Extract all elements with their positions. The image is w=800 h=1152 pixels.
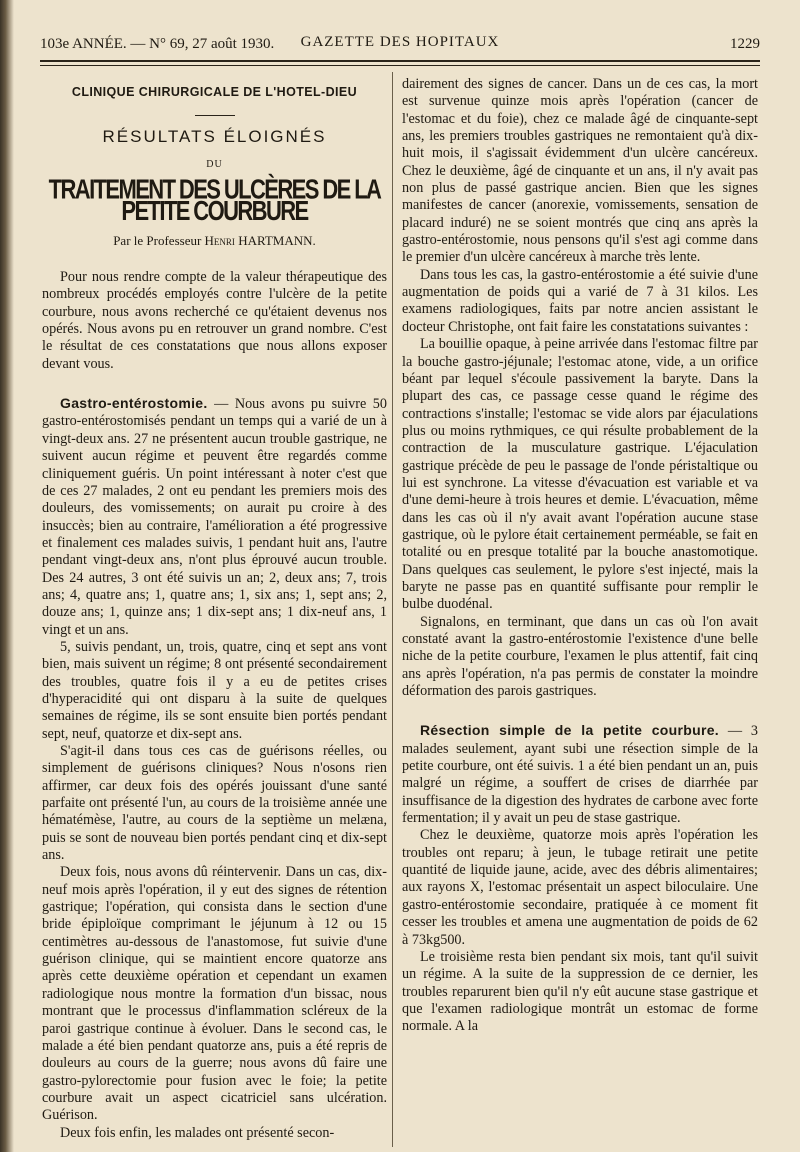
paragraph: La bouillie opaque, à peine arrivée dans l'estomac filtre par la bouche gastro-jéjunale; l'estomac atone, vide, a un orifice béant par lequel s'écoule passivement la baryte. Dans la plupart des cas, ce passage cesse quand le régime des contractions s'installe; l'estomac se vide alors par éjaculations plus ou moins rythmiques, ce qui résulte probablement de la contraction de la musculature gastrique. L'éjaculation gastrique précède de peu le passage de l'onde péristaltique ou lui est synchrone. La vitesse d'évacuation est variable et va d'une demi-heure à trois heures et demie. L'évacuation, même dans les cas où il n'y avait avant l'opération aucune stase gastrique, où le pylore était certainement perméable, se fait en totalité ou en presque totalité par la bouche anastomotique. Dans quelques cas seulement, le pylore s'est injecté, mais la baryte ne passe pas en quantité suffisante pour remplir le bulbe duodénal.	[402, 336, 758, 613]
paragraph: Deux fois enfin, les malades ont présenté secon-	[60, 1124, 335, 1141]
paragraph: Chez le deuxième, quatorze mois après l'opération les troubles ont reparu; à jeun, le tubage retirait une petite quantité de liquide jaune, acide, avec des débris alimentaires; aux rayons X, l'estomac présentait un aspect biloculaire. Une gastro-entérostomie secondaire, pratiquée à ce moment fit cesser les troubles et amena une augmentation de poids de 62 à 73kg500.	[402, 827, 758, 948]
section-heading-resection: Résection simple de la petite courbure.	[420, 722, 719, 739]
paragraph-resection	[402, 722, 758, 827]
issue-info: 103e ANNÉE. — N° 69, 27 août 1930.	[40, 36, 275, 52]
paragraph: S'agit-il dans tous ces cas de guérisons réelles, ou simplement de guérisons cliniques? Nous n'osons rien affirmer, car deux fois des opérés jouissant d'une santé parfaite ont présenté l'un, au cours de la troisième année une hématémèse, l'autre, au cours de la septième un melæna, puis se sont de nouveau bien portés pendant cinq et dix-sept ans.	[42, 743, 387, 864]
article-title-line2: TRAITEMENT DES ULCÈRES DE LA PETITE COURBURE	[48, 173, 381, 227]
right-column	[402, 76, 758, 1036]
paragraph: dairement des signes de cancer. Dans un de ces cas, la mort est survenue quinze mois après l'opération (cancer de l'estomac et du foie), chez ce malade âgé de cinquante-sept ans, les premiers troubles gastriques ne remontaient qu'à dix-huit mois, il s'agissait évidemment d'un ulcère cancéreux. Chez le deuxième, âgé de cinquante et un ans, il n'y avait pas non plus de passé gastrique ancien. Bien que les signes manifestes de cancer (anorexie, vomissements, sensation de placard induré) ne se soient montrés que cinq ans après la gastro-entérostomie, nous pensons qu'il s'est agi comme dans le premier d'un ulcère cancéreux à marche très lente.	[402, 76, 758, 266]
author-line	[42, 232, 387, 249]
paragraph-gastro-enterostomie	[42, 395, 387, 639]
article-title-line1: RÉSULTATS ÉLOIGNÉS	[102, 127, 327, 147]
journal-title: GAZETTE DES HOPITAUX	[300, 34, 500, 50]
left-column	[42, 76, 387, 1142]
article-title-du: DU	[206, 158, 223, 170]
clinic-heading: CLINIQUE CHIRURGICALE DE L'HOTEL-DIEU	[71, 85, 358, 99]
page-number: 1229	[730, 36, 760, 52]
paragraph-text: — Nous avons pu suivre 50 gastro-entérostomisés pendant un temps qui a varié de un à vingt-deux ans. 27 ne présentent aucun trouble gastrique, ne suivent aucun régime et peuvent être regardés comme cliniquement guéris. Un point intéressant à noter c'est que de ces 27 malades, 2 ont eu pendant les premiers mois des douleurs, des vomissements; on aurait pu croire à des insuccès; bien au contraire, l'amélioration a été progressive et finalement ces malades suivis, 1 pendant huit ans, l'autre pendant vingt-deux ans, n'ont plus éprouvé aucun trouble. Des 24 autres, 3 ont été suivis un an; 2, deux ans; 7, trois ans; 4, quatre ans; 1, quatre ans; 1, six ans; 1, sept ans; 2, douze ans; 1, quinze ans; 1 dix-sept ans; 1 dix-neuf ans, 1 vingt et un ans.	[42, 396, 387, 638]
running-header	[40, 30, 760, 60]
paragraph-text: — 3 malades seulement, ayant subi une résection simple de la petite courbure, ont été suivis. 1 a été bien pendant un an, puis malgré un régime, a souffert de crises de diarrhée par insuffisance de la digestion des hydrates de carbone avec forte fermentation; il y avait un peu de stase gastrique.	[402, 723, 758, 827]
paragraph: Deux fois, nous avons dû réintervenir. Dans un cas, dix-neuf mois après l'opération, il y eut des signes de rétention gastrique; l'opération, qui consista dans le section d'une bride épiploïque comprimant le jéjunum à 12 ou 15 centimètres au-dessous de l'anastomose, fut suivie d'une guérison clinique, qui se maintient encore quatorze ans après cette deuxième opération et cependant un examen radiologique nous montre la formation d'un bissac, nous montrant que le processus d'inflammation scléreux de la paroi gastrique continue à évoluer. Dans le second cas, le malade a été bien pendant quatorze ans, puis a été repris de douleurs au cours de la guerre; nous avons dû faire une gastro-pylorectomie pour fusion avec le foie; la petite courbure avait un aspect cicatriciel sans ulcération. Guérison.	[42, 864, 387, 1124]
paragraph: Signalons, en terminant, que dans un cas où l'on avait constaté avant la gastro-entérostomie l'existence d'une belle niche de la petite courbure, l'examen le plus attentif, fait cinq ans après l'opération, n'a pas permis de constater la moindre déformation des parois gastriques.	[402, 613, 758, 700]
header-rule-thin	[40, 65, 760, 66]
paragraph: Pour nous rendre compte de la valeur thérapeutique des nombreux procédés employés contre l'ulcère de la petite courbure, nous avons recherché ce qu'étaient devenus nos opérés. Nous avons pu en retrouver un grand nombre. C'est le résultat de ces constatations que nous allons exposer devant vous.	[42, 269, 387, 372]
column-divider	[392, 72, 393, 1147]
paragraph: 5, suivis pendant, un, trois, quatre, cinq et sept ans vont bien, mais suivent un régime; 8 ont présenté secondairement des troubles, quatre fois il y a eu de petites crises d'hyperacidité qui ont disparu à la suite de quelques semaines de régime, ils se sont ensuite bien portés pendant sept, neuf, quatorze et dix-sept ans.	[42, 638, 387, 742]
page-edge-shadow	[0, 0, 14, 1152]
section-heading-gastro-enterostomie: Gastro-entérostomie.	[60, 395, 208, 412]
header-rule	[40, 60, 760, 62]
paragraph: Le troisième resta bien pendant six mois, tant qu'il suivit un régime. A la suite de la suppression de ce dernier, les troubles reparurent bien qu'il n'y eût aucune stase gastrique et que l'examen radiologique montrât un estomac de forme normale. A la	[402, 948, 758, 1035]
author-firstname: Henri	[204, 232, 235, 248]
paragraph: Dans tous les cas, la gastro-entérostomie a été suivie d'une augmentation de poids qui a varié de 7 à 31 kilos. Les examens radiologiques, faits par notre ancien assistant le docteur Christophe, ont fait faire les constatations suivantes :	[402, 266, 758, 335]
author-prefix: Par le Professeur	[113, 232, 205, 248]
author-surname: HARTMANN.	[234, 232, 316, 248]
title-rule	[195, 115, 235, 116]
